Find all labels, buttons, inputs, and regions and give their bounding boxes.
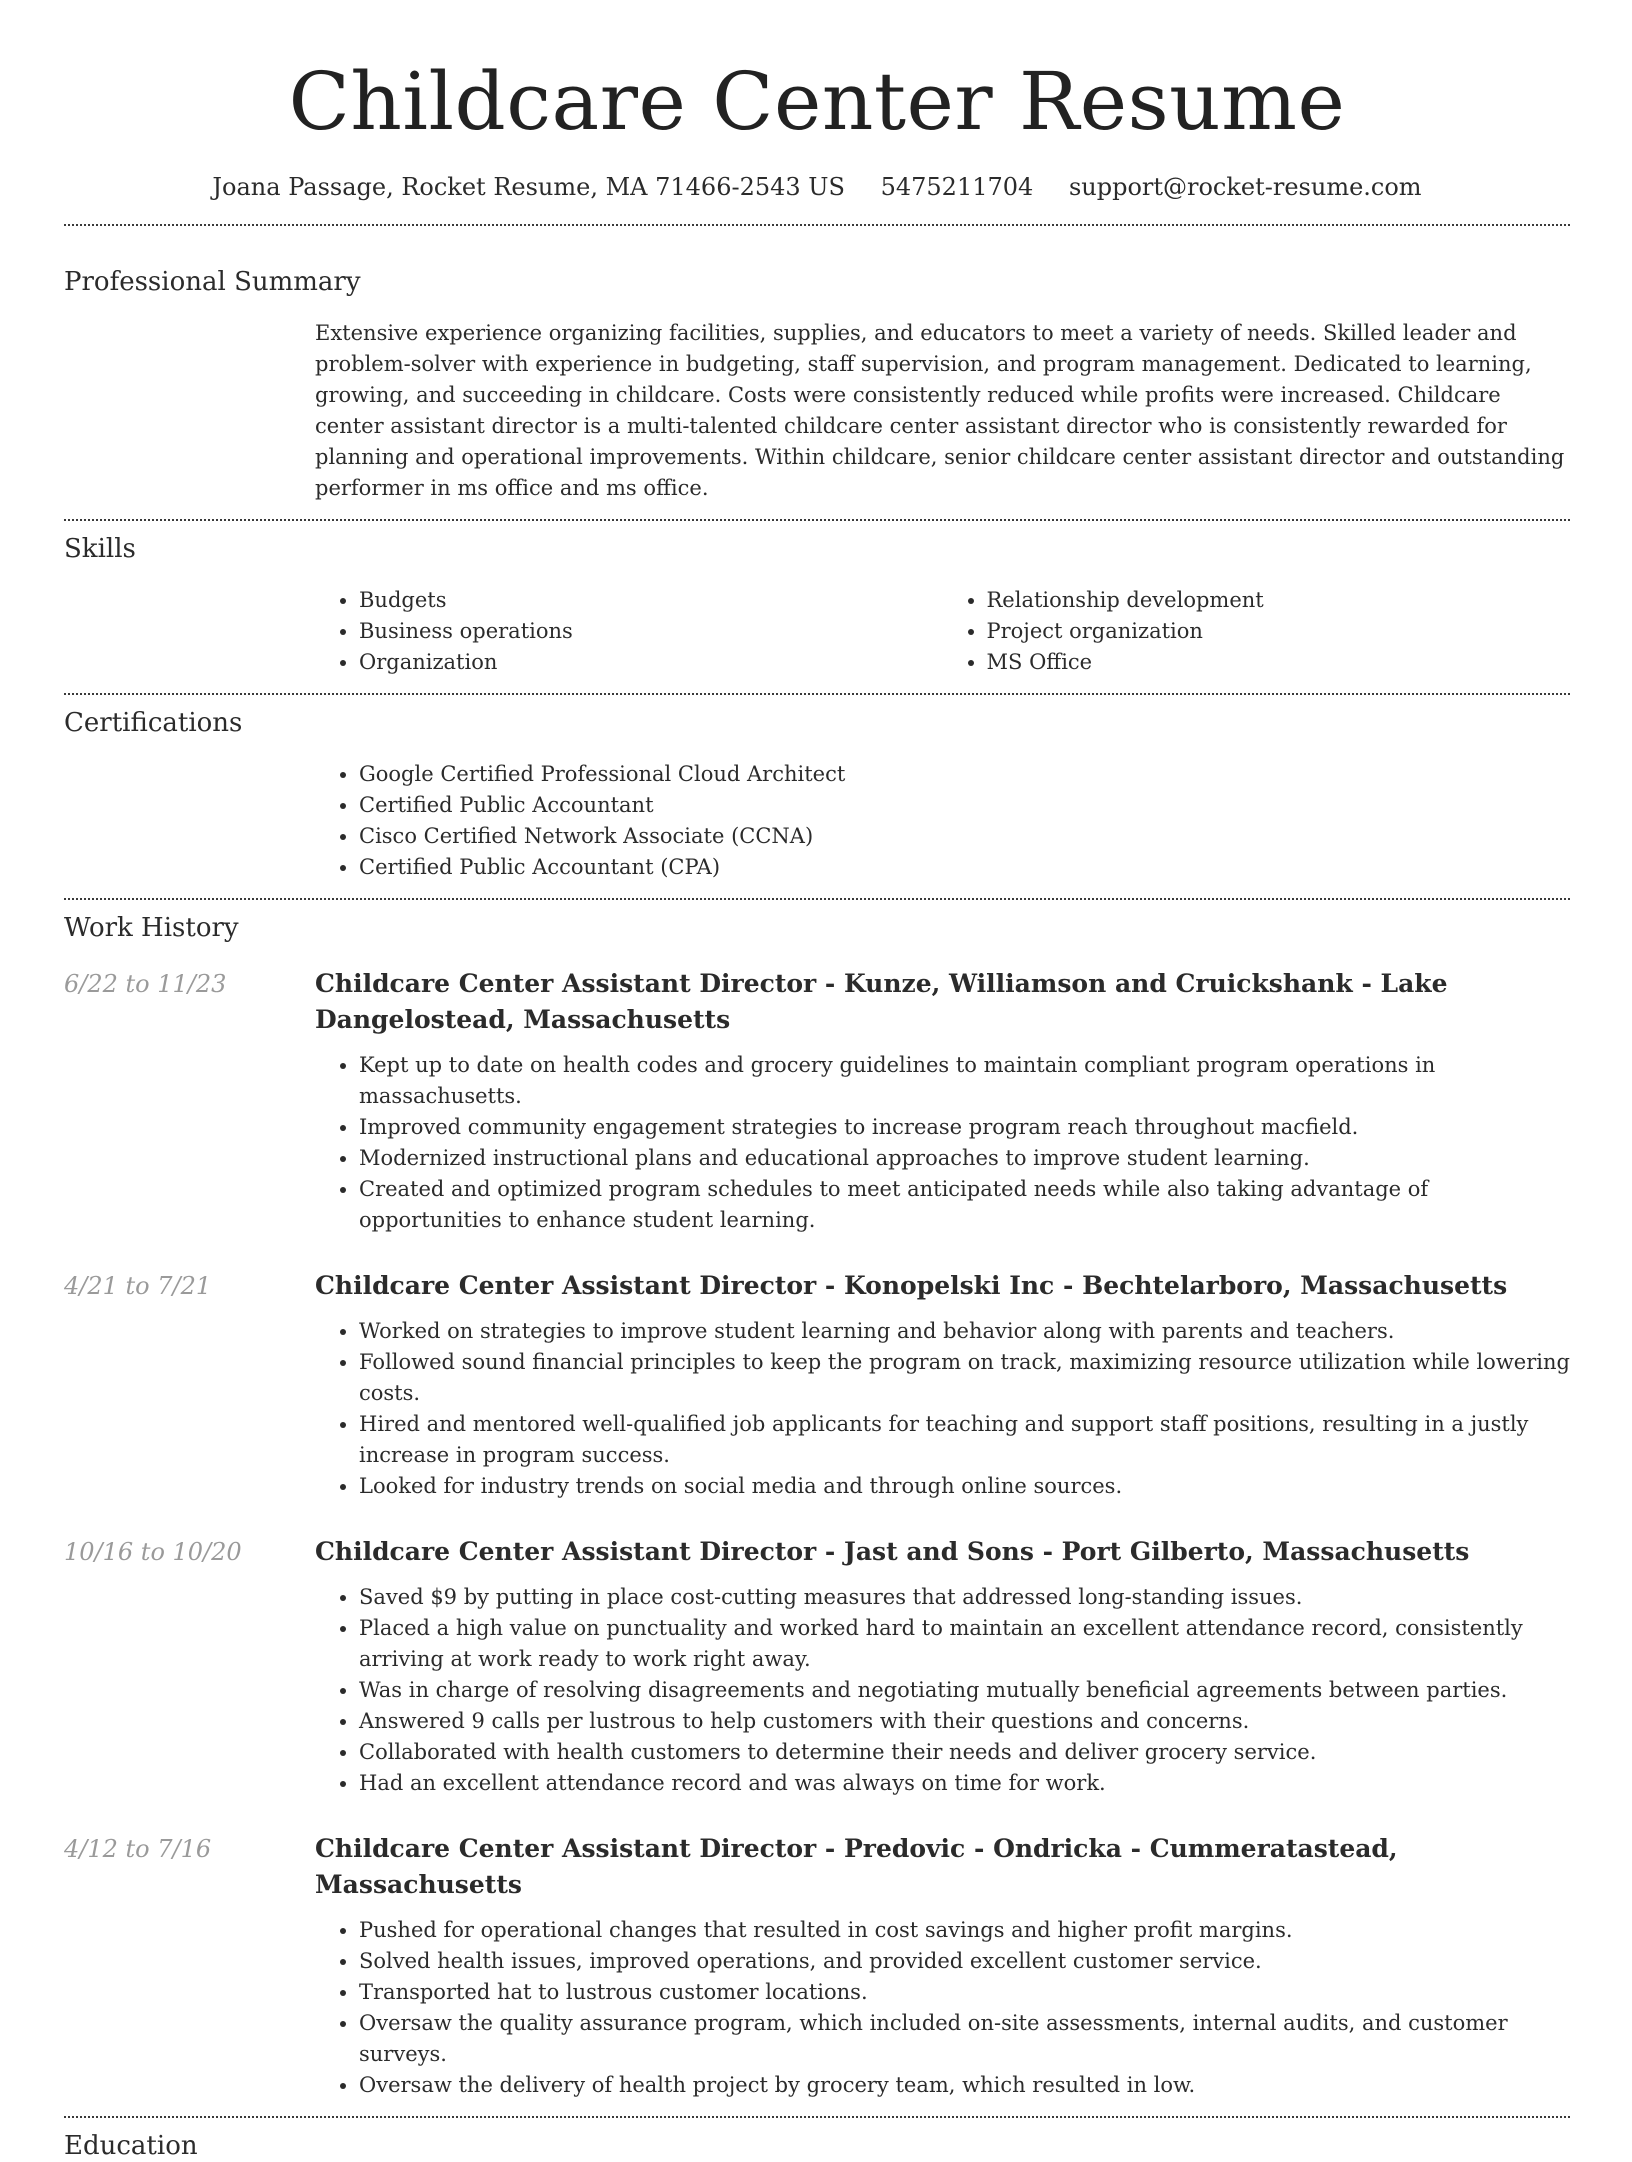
skills-list-right	[943, 585, 1571, 678]
job-bullet: • Improved community engagement strategies to increase program reach throughout macfield.	[359, 1112, 1570, 1143]
summary-text: Extensive experience organizing facilities, supplies, and educators to meet a variety of needs. Skilled leader and problem-solver with experience in budgeting, staff supervision, and program management. Dedicated to learning, growing, and succeeding in childcare. Costs were consistently reduced while profits were increased. Childcare center assistant director is a multi-talented childcare center assistant director who is consistently rewarded for planning and operational improvements. Within childcare, senior childcare center assistant director and outstanding performer in ms office and ms office.	[315, 321, 1565, 500]
contact-phone: 5475211704	[880, 173, 1034, 201]
resume-page	[64, 0, 1570, 2162]
certifications-section	[64, 695, 1570, 883]
job-bullet: • Looked for industry trends on social media and through online sources.	[359, 1471, 1570, 1502]
summary-content	[315, 318, 1570, 504]
job-bullet: • Was in charge of resolving disagreements and negotiating mutually beneficial agreements between parties.	[359, 1675, 1570, 1706]
certifications-content	[315, 759, 1570, 883]
job-entry	[64, 966, 1570, 1236]
skill-item: • MS Office	[987, 647, 1571, 678]
job-bullet: • Transported hat to lustrous customer locations.	[359, 1977, 1570, 2008]
certifications-list	[315, 759, 1570, 883]
job-date: 10/16 to 10/20	[64, 1538, 242, 1566]
job-bullets	[315, 1316, 1570, 1502]
job-title: Childcare Center Assistant Director - Kunze, Williamson and Cruickshank - Lake Dangelostead, Massachusetts	[315, 969, 1448, 1034]
job-bullet: • Saved $9 by putting in place cost-cutting measures that addressed long-standing issues.	[359, 1582, 1570, 1613]
job-bullet: • Had an excellent attendance record and was always on time for work.	[359, 1768, 1570, 1799]
job-body	[315, 1831, 1570, 2101]
skill-item: • Organization	[359, 647, 943, 678]
job-bullet: • Oversaw the quality assurance program, which included on-site assessments, internal audits, and customer surveys.	[359, 2008, 1570, 2070]
job-date: 4/21 to 7/21	[64, 1272, 212, 1300]
certification-item: • Google Certified Professional Cloud Architect	[359, 759, 1570, 790]
job-title: Childcare Center Assistant Director - Jast and Sons - Port Gilberto, Massachusetts	[315, 1537, 1470, 1566]
job-bullets	[315, 1050, 1570, 1236]
job-bullet: • Followed sound financial principles to keep the program on track, maximizing resource utilization while lowering costs.	[359, 1347, 1570, 1409]
summary-heading: Professional Summary	[64, 267, 361, 297]
job-date: 6/22 to 11/23	[64, 970, 227, 998]
job-bullet: • Created and optimized program schedules to meet anticipated needs while also taking advantage of opportunities to enhance student learning.	[359, 1174, 1570, 1236]
certification-item: • Certified Public Accountant	[359, 790, 1570, 821]
summary-section	[64, 226, 1570, 504]
skills-heading: Skills	[64, 534, 136, 564]
certification-item: • Certified Public Accountant (CPA)	[359, 852, 1570, 883]
skill-item: • Budgets	[359, 585, 943, 616]
skill-item: • Project organization	[987, 616, 1571, 647]
job-entry	[64, 1268, 1570, 1502]
work-history-heading: Work History	[64, 913, 239, 943]
skill-item: • Business operations	[359, 616, 943, 647]
job-bullet: • Answered 9 calls per lustrous to help customers with their questions and concerns.	[359, 1706, 1570, 1737]
job-bullet: • Hired and mentored well-qualified job applicants for teaching and support staff positions, resulting in a justly increase in program success.	[359, 1409, 1570, 1471]
certification-item: • Cisco Certified Network Associate (CCNA)	[359, 821, 1570, 852]
education-section	[64, 2118, 1570, 2162]
job-bullet: • Modernized instructional plans and educational approaches to improve student learning.	[359, 1143, 1570, 1174]
contact-line	[64, 172, 1570, 202]
education-heading: Education	[64, 2131, 198, 2161]
job-body	[315, 1534, 1570, 1799]
job-body	[315, 1268, 1570, 1502]
job-bullet: • Collaborated with health customers to determine their needs and deliver grocery service.	[359, 1737, 1570, 1768]
certifications-heading: Certifications	[64, 708, 243, 738]
job-bullet: • Pushed for operational changes that resulted in cost savings and higher profit margins.	[359, 1915, 1570, 1946]
resume-title: Childcare Center Resume	[288, 55, 1346, 148]
job-bullet: • Placed a high value on punctuality and worked hard to maintain an excellent attendance record, consistently arriving at work ready to work right away.	[359, 1613, 1570, 1675]
skills-list-left	[315, 585, 943, 678]
contact-email: support@rocket-resume.com	[1068, 173, 1422, 201]
job-bullets	[315, 1582, 1570, 1799]
skill-item: • Relationship development	[987, 585, 1571, 616]
job-bullet: • Kept up to date on health codes and grocery guidelines to maintain compliant program operations in massachusetts.	[359, 1050, 1570, 1112]
job-entry	[64, 1534, 1570, 1799]
job-bullet: • Oversaw the delivery of health project by grocery team, which resulted in low.	[359, 2070, 1570, 2101]
job-entry	[64, 1831, 1570, 2101]
job-date: 4/12 to 7/16	[64, 1835, 212, 1863]
skills-section	[64, 521, 1570, 678]
contact-address: Joana Passage, Rocket Resume, MA 71466-2543 US	[212, 173, 845, 201]
job-bullets	[315, 1915, 1570, 2101]
job-bullet: • Worked on strategies to improve student learning and behavior along with parents and teachers.	[359, 1316, 1570, 1347]
job-body	[315, 966, 1570, 1236]
work-history-section	[64, 900, 1570, 2101]
job-bullet: • Solved health issues, improved operations, and provided excellent customer service.	[359, 1946, 1570, 1977]
job-title: Childcare Center Assistant Director - Predovic - Ondricka - Cummeratastead, Massachusetts	[315, 1834, 1398, 1899]
job-title: Childcare Center Assistant Director - Konopelski Inc - Bechtelarboro, Massachusetts	[315, 1271, 1508, 1300]
skills-content	[315, 585, 1570, 678]
